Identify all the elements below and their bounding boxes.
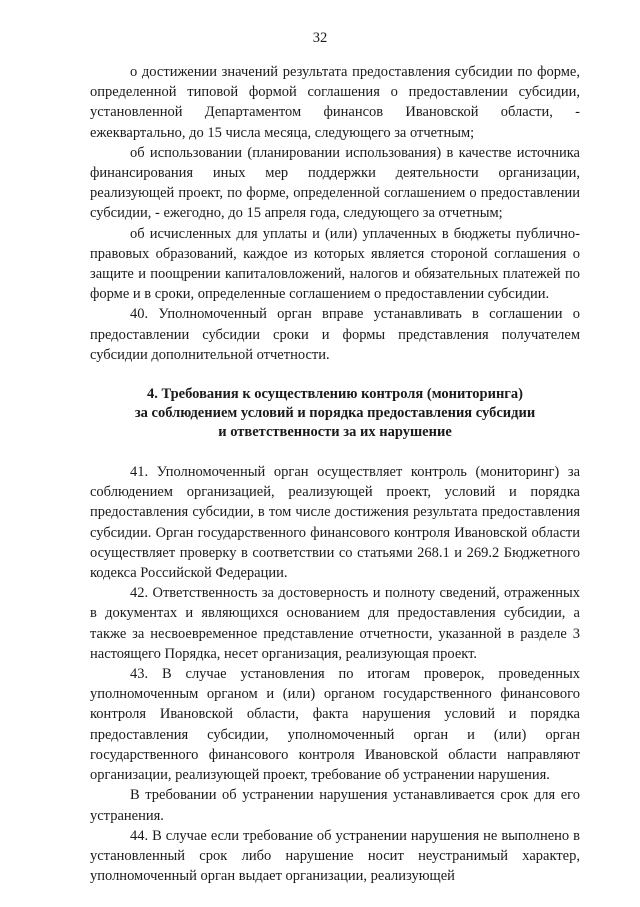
section-heading [90, 385, 580, 442]
paragraph: 43. В случае установления по итогам проверок, проведенных уполномоченным органом и (или) органом государственного финансового контроля Ивановской области, факта нарушения условий и порядка предоставления субсидии, уполномоченный орган и (или) орган государственного финансового контроля Ивановской области направляют организации, реализующей проект, требование об устранении нарушения. [90, 666, 580, 784]
paragraph: об исчисленных для уплаты и (или) уплаченных в бюджеты публично-правовых образований, каждое из которых является стороной соглашения о защите и поощрении капиталовложений, налогов и обязательных платежей по форме и в сроки, определенные соглашением о предоставлении субсидии. [90, 225, 580, 303]
section-heading-line: 4. Требования к осуществлению контроля (мониторинга) [147, 386, 523, 403]
document-body [90, 62, 580, 886]
paragraph: В требовании об устранении нарушения устанавливается срок для его устранения. [90, 787, 580, 824]
page-number: 32 [312, 30, 328, 46]
paragraph: 44. В случае если требование об устранении нарушения не выполнено в установленный срок либо нарушение носит неустранимый характер, уполномоченный орган выдает организации, реализующей [90, 827, 580, 885]
section-heading-line: за соблюдением условий и порядка предоставления субсидии [134, 405, 536, 422]
paragraph: о достижении значений результата предоставления субсидии по форме, определенной типовой формой соглашения о предоставлении субсидии, установленной Департаментом финансов Ивановской области, - ежеквартально, до 15 числа месяца, следующего за отчетным; [90, 64, 580, 141]
paragraph: 40. Уполномоченный орган вправе устанавливать в соглашении о предоставлении субсидии сроки и формы представления получателем субсидии дополнительной отчетности. [90, 306, 580, 363]
section-heading-line: и ответственности за их нарушение [218, 424, 452, 441]
paragraph: 41. Уполномоченный орган осуществляет контроль (мониторинг) за соблюдением организацией, реализующей проект, условий и порядка предоставления субсидии, в том числе достижения результата предоставления субсидии. Орган государственного финансового контроля Ивановской области осуществляет проверку в соответствии со статьями 268.1 и 269.2 Бюджетного кодекса Российской Федерации. [90, 464, 580, 582]
paragraph: об использовании (планировании использования) в качестве источника финансирования иных мер поддержки деятельности организации, реализующей проект, по форме, определенной соглашением о предоставлении субсидии, - ежегодно, до 15 апреля года, следующего за отчетным; [90, 144, 580, 222]
paragraph: 42. Ответственность за достоверность и полноту сведений, отраженных в документах и являющихся основанием для предоставления субсидии, а также за несвоевременное представление отчетности, указанной в разделе 3 настоящего Порядка, несет организация, реализующая проект. [90, 585, 580, 662]
